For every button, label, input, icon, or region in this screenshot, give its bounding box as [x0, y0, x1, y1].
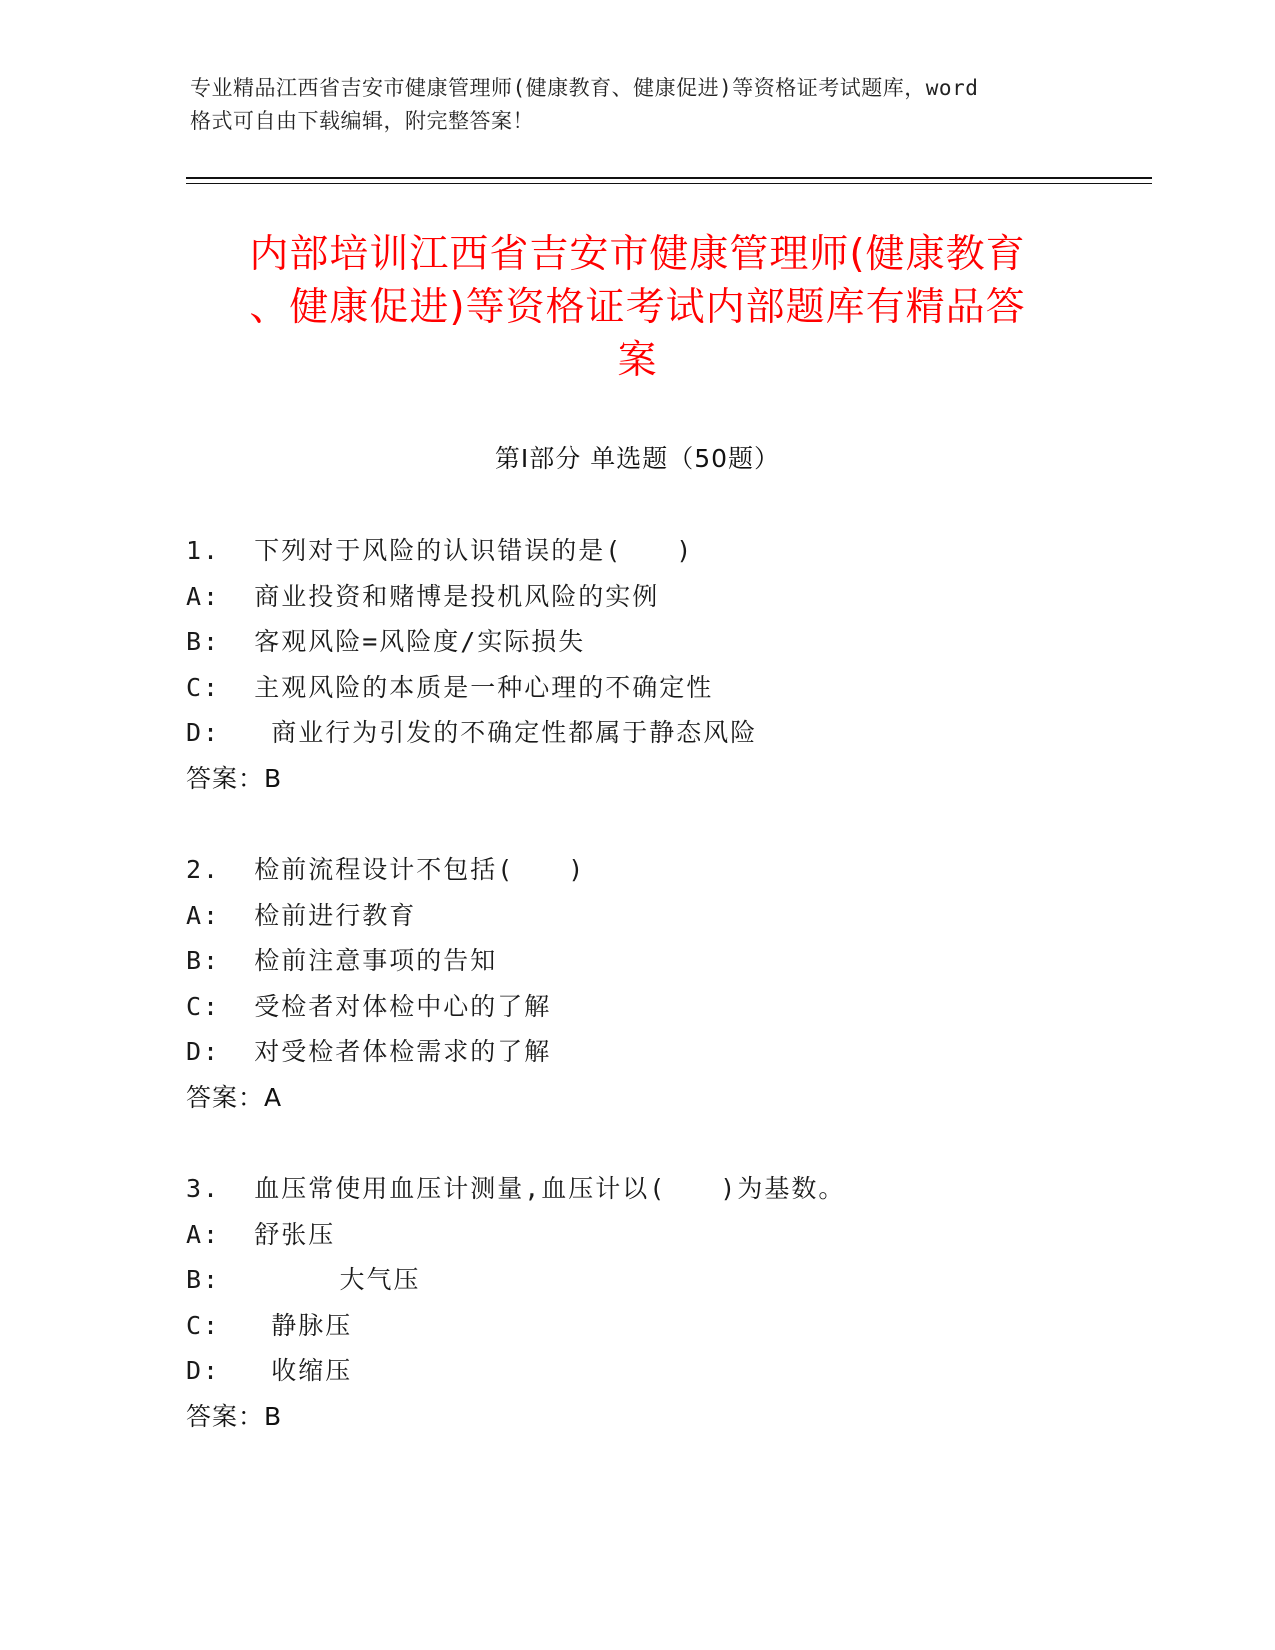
answer-label: 答案：B [186, 1401, 283, 1431]
question-stem: 2. 检前流程设计不包括( ) [186, 855, 586, 884]
document-title-line-3: 案 [617, 338, 658, 383]
document-title [180, 228, 1095, 387]
header-divider-thin [186, 183, 1152, 184]
option-d: D: 商业行为引发的不确定性都属于静态风险 [186, 718, 758, 747]
section-heading: 第Ⅰ部分 单选题（50题） [494, 444, 781, 473]
header-divider-thick [186, 177, 1152, 179]
option-b: B: 检前注意事项的告知 [186, 946, 498, 975]
option-a: A: 舒张压 [186, 1219, 336, 1249]
answer-label: 答案：B [186, 763, 283, 793]
option-d: D: 收缩压 [186, 1356, 353, 1385]
question-list [186, 528, 1136, 1485]
question-3 [186, 1166, 1136, 1439]
option-d: D: 对受检者体检需求的了解 [186, 1037, 552, 1066]
answer-label: 答案：A [186, 1082, 283, 1112]
document-title-line-2: 、健康促进)等资格证考试内部题库有精品答 [249, 285, 1026, 330]
option-b: B: 大气压 [186, 1265, 421, 1294]
question-stem: 3. 血压常使用血压计测量,血压计以( )为基数。 [186, 1174, 846, 1203]
question-stem: 1. 下列对于风险的认识错误的是( ) [186, 536, 694, 565]
header-note-line-2: 格式可自由下载编辑，附完整答案！ [190, 109, 534, 133]
option-a: A: 商业投资和赌博是投机风险的实例 [186, 581, 660, 611]
option-c: C: 主观风险的本质是一种心理的不确定性 [186, 672, 714, 702]
question-1 [186, 528, 1136, 801]
header-note-line-1: 专业精品江西省吉安市健康管理师(健康教育、健康促进)等资格证考试题库，word [190, 76, 979, 100]
header-note [190, 72, 1090, 138]
option-c: C: 静脉压 [186, 1310, 353, 1340]
document-title-line-1: 内部培训江西省吉安市健康管理师(健康教育 [249, 232, 1026, 277]
question-2 [186, 847, 1136, 1120]
option-a: A: 检前进行教育 [186, 900, 417, 930]
option-b: B: 客观风险=风险度/实际损失 [186, 627, 586, 656]
option-c: C: 受检者对体检中心的了解 [186, 991, 552, 1021]
